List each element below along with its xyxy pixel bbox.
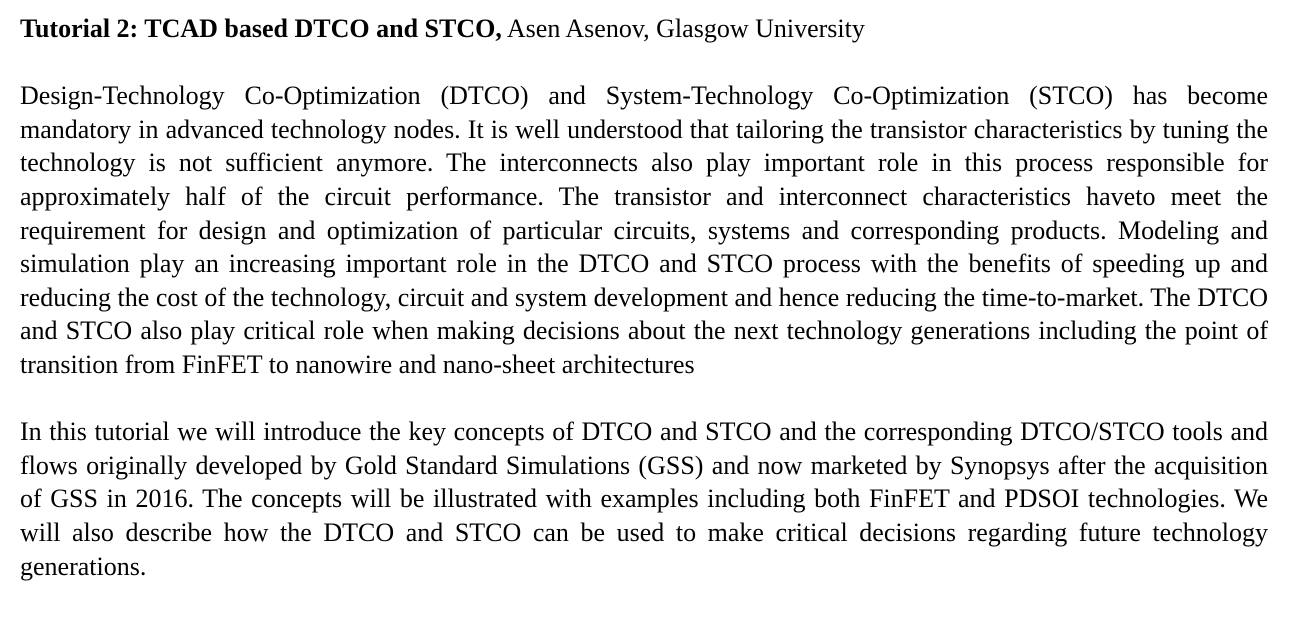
- paragraph-dtco-stco-overview: Design-Technology Co-Optimization (DTCO) and System-Technology Co-Optimization (STCO) has become mandatory in advanced technology nodes. It is well understood that tailoring the transistor characteristics by tuning the technology is not sufficient anymore. The interconnects also play important role in this process responsible for approximately half of the circuit performance. The transistor and interconnect characteristics haveto meet the requirement for design and optimization of particular circuits, systems and corresponding products. Modeling and simulation play an increasing important role in the DTCO and STCO process with the benefits of speeding up and reducing the cost of the technology, circuit and system development and hence reducing the time-to-market. The DTCO and STCO also play critical role when making decisions about the next technology generations including the point of transition from FinFET to nanowire and nano-sheet architectures: [20, 81, 1268, 379]
- paragraph-tutorial-content: In this tutorial we will introduce the key concepts of DTCO and STCO and the corresponding DTCO/STCO tools and flows originally developed by Gold Standard Simulations (GSS) and now marketed by Synopsys after the acquisition of GSS in 2016. The concepts will be illustrated with examples including both FinFET and PDSOI technologies. We will also describe how the DTCO and STCO can be used to make critical decisions regarding future technology generations.: [20, 417, 1268, 581]
- document-page: [20, 12, 1268, 617]
- tutorial-author-affiliation: Asen Asenov, Glasgow University: [501, 14, 865, 43]
- tutorial-heading: [20, 12, 1268, 46]
- tutorial-title: Tutorial 2: TCAD based DTCO and STCO,: [20, 14, 502, 43]
